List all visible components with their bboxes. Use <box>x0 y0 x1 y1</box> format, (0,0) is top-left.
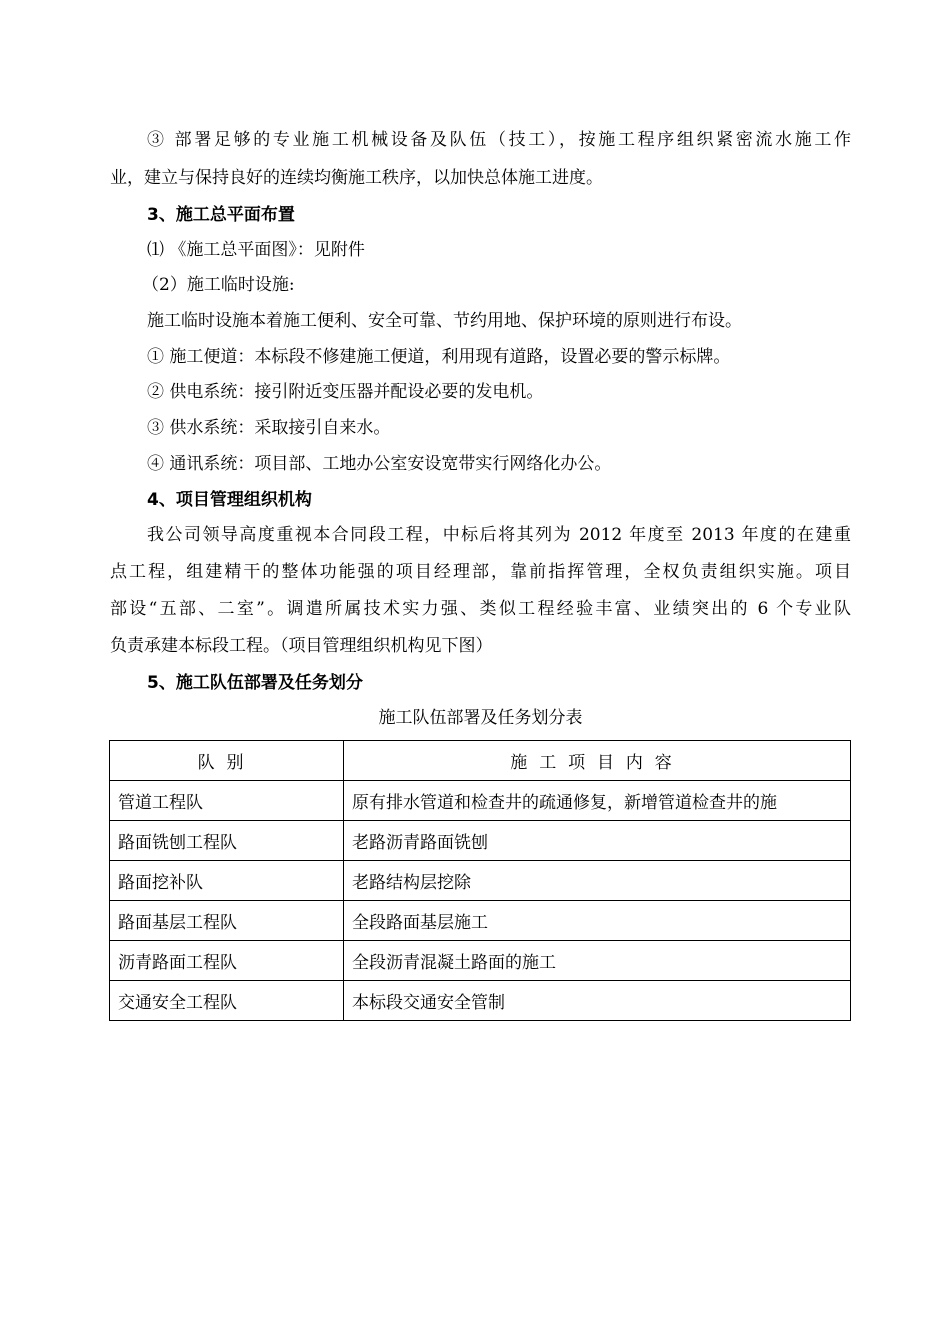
content-cell: 本标段交通安全管制 <box>344 981 851 1021</box>
team-cell: 交通安全工程队 <box>110 981 344 1021</box>
team-cell: 管道工程队 <box>110 781 344 821</box>
content-cell: 原有排水管道和检查井的疏通修复，新增管道检查井的施 <box>344 781 851 821</box>
content-cell: 老路结构层挖除 <box>344 861 851 901</box>
column-header-team: 队别 <box>110 741 344 781</box>
list-item: （2）施工临时设施: <box>142 275 295 295</box>
task-table <box>109 740 851 1021</box>
section-heading: 3、施工总平面布置 <box>147 205 295 225</box>
paragraph-line: 部设“五部、二室”。调遣所属技术实力强、类似工程经验丰富、业绩突出的 6 个专业队 <box>110 599 851 619</box>
list-item: ③ 供水系统：采取接引自来水。 <box>147 418 391 438</box>
list-item: ① 施工便道：本标段不修建施工便道，利用现有道路，设置必要的警示标牌。 <box>147 347 731 367</box>
paragraph-line: ③ 部署足够的专业施工机械设备及队伍（技工），按施工程序组织紧密流水施工作 <box>147 130 851 150</box>
team-cell: 路面挖补队 <box>110 861 344 901</box>
list-item: ⑴ 《施工总平面图》：见附件 <box>147 240 365 260</box>
table-row <box>110 941 851 981</box>
table-header-row <box>110 741 851 781</box>
team-cell: 沥青路面工程队 <box>110 941 344 981</box>
section-heading: 5、施工队伍部署及任务划分 <box>147 673 363 693</box>
content-cell: 老路沥青路面铣刨 <box>344 821 851 861</box>
team-cell: 路面铣刨工程队 <box>110 821 344 861</box>
paragraph-line: 我公司领导高度重视本合同段工程，中标后将其列为 2012 年度至 2013 年度的在建重 <box>147 525 851 545</box>
paragraph-line: 施工临时设施本着施工便利、安全可靠、节约用地、保护环境的原则进行布设。 <box>147 311 742 331</box>
content-cell: 全段路面基层施工 <box>344 901 851 941</box>
paragraph-line: 点工程，组建精干的整体功能强的项目经理部，靠前指挥管理，全权负责组织实施。项目 <box>110 562 851 582</box>
list-item: ② 供电系统：接引附近变压器并配设必要的发电机。 <box>147 382 544 402</box>
table-row <box>110 821 851 861</box>
list-item: ④ 通讯系统：项目部、工地办公室安设宽带实行网络化办公。 <box>147 454 612 474</box>
paragraph-line: 业，建立与保持良好的连续均衡施工秩序，以加快总体施工进度。 <box>110 168 603 188</box>
table-row <box>110 861 851 901</box>
column-header-content: 施工项目内容 <box>344 741 851 781</box>
table-row <box>110 981 851 1021</box>
table-caption: 施工队伍部署及任务划分表 <box>378 708 583 728</box>
team-cell: 路面基层工程队 <box>110 901 344 941</box>
paragraph-line: 负责承建本标段工程。（项目管理组织机构见下图） <box>110 636 493 656</box>
section-heading: 4、项目管理组织机构 <box>147 490 312 510</box>
content-cell: 全段沥青混凝土路面的施工 <box>344 941 851 981</box>
table-row <box>110 901 851 941</box>
table-row <box>110 781 851 821</box>
